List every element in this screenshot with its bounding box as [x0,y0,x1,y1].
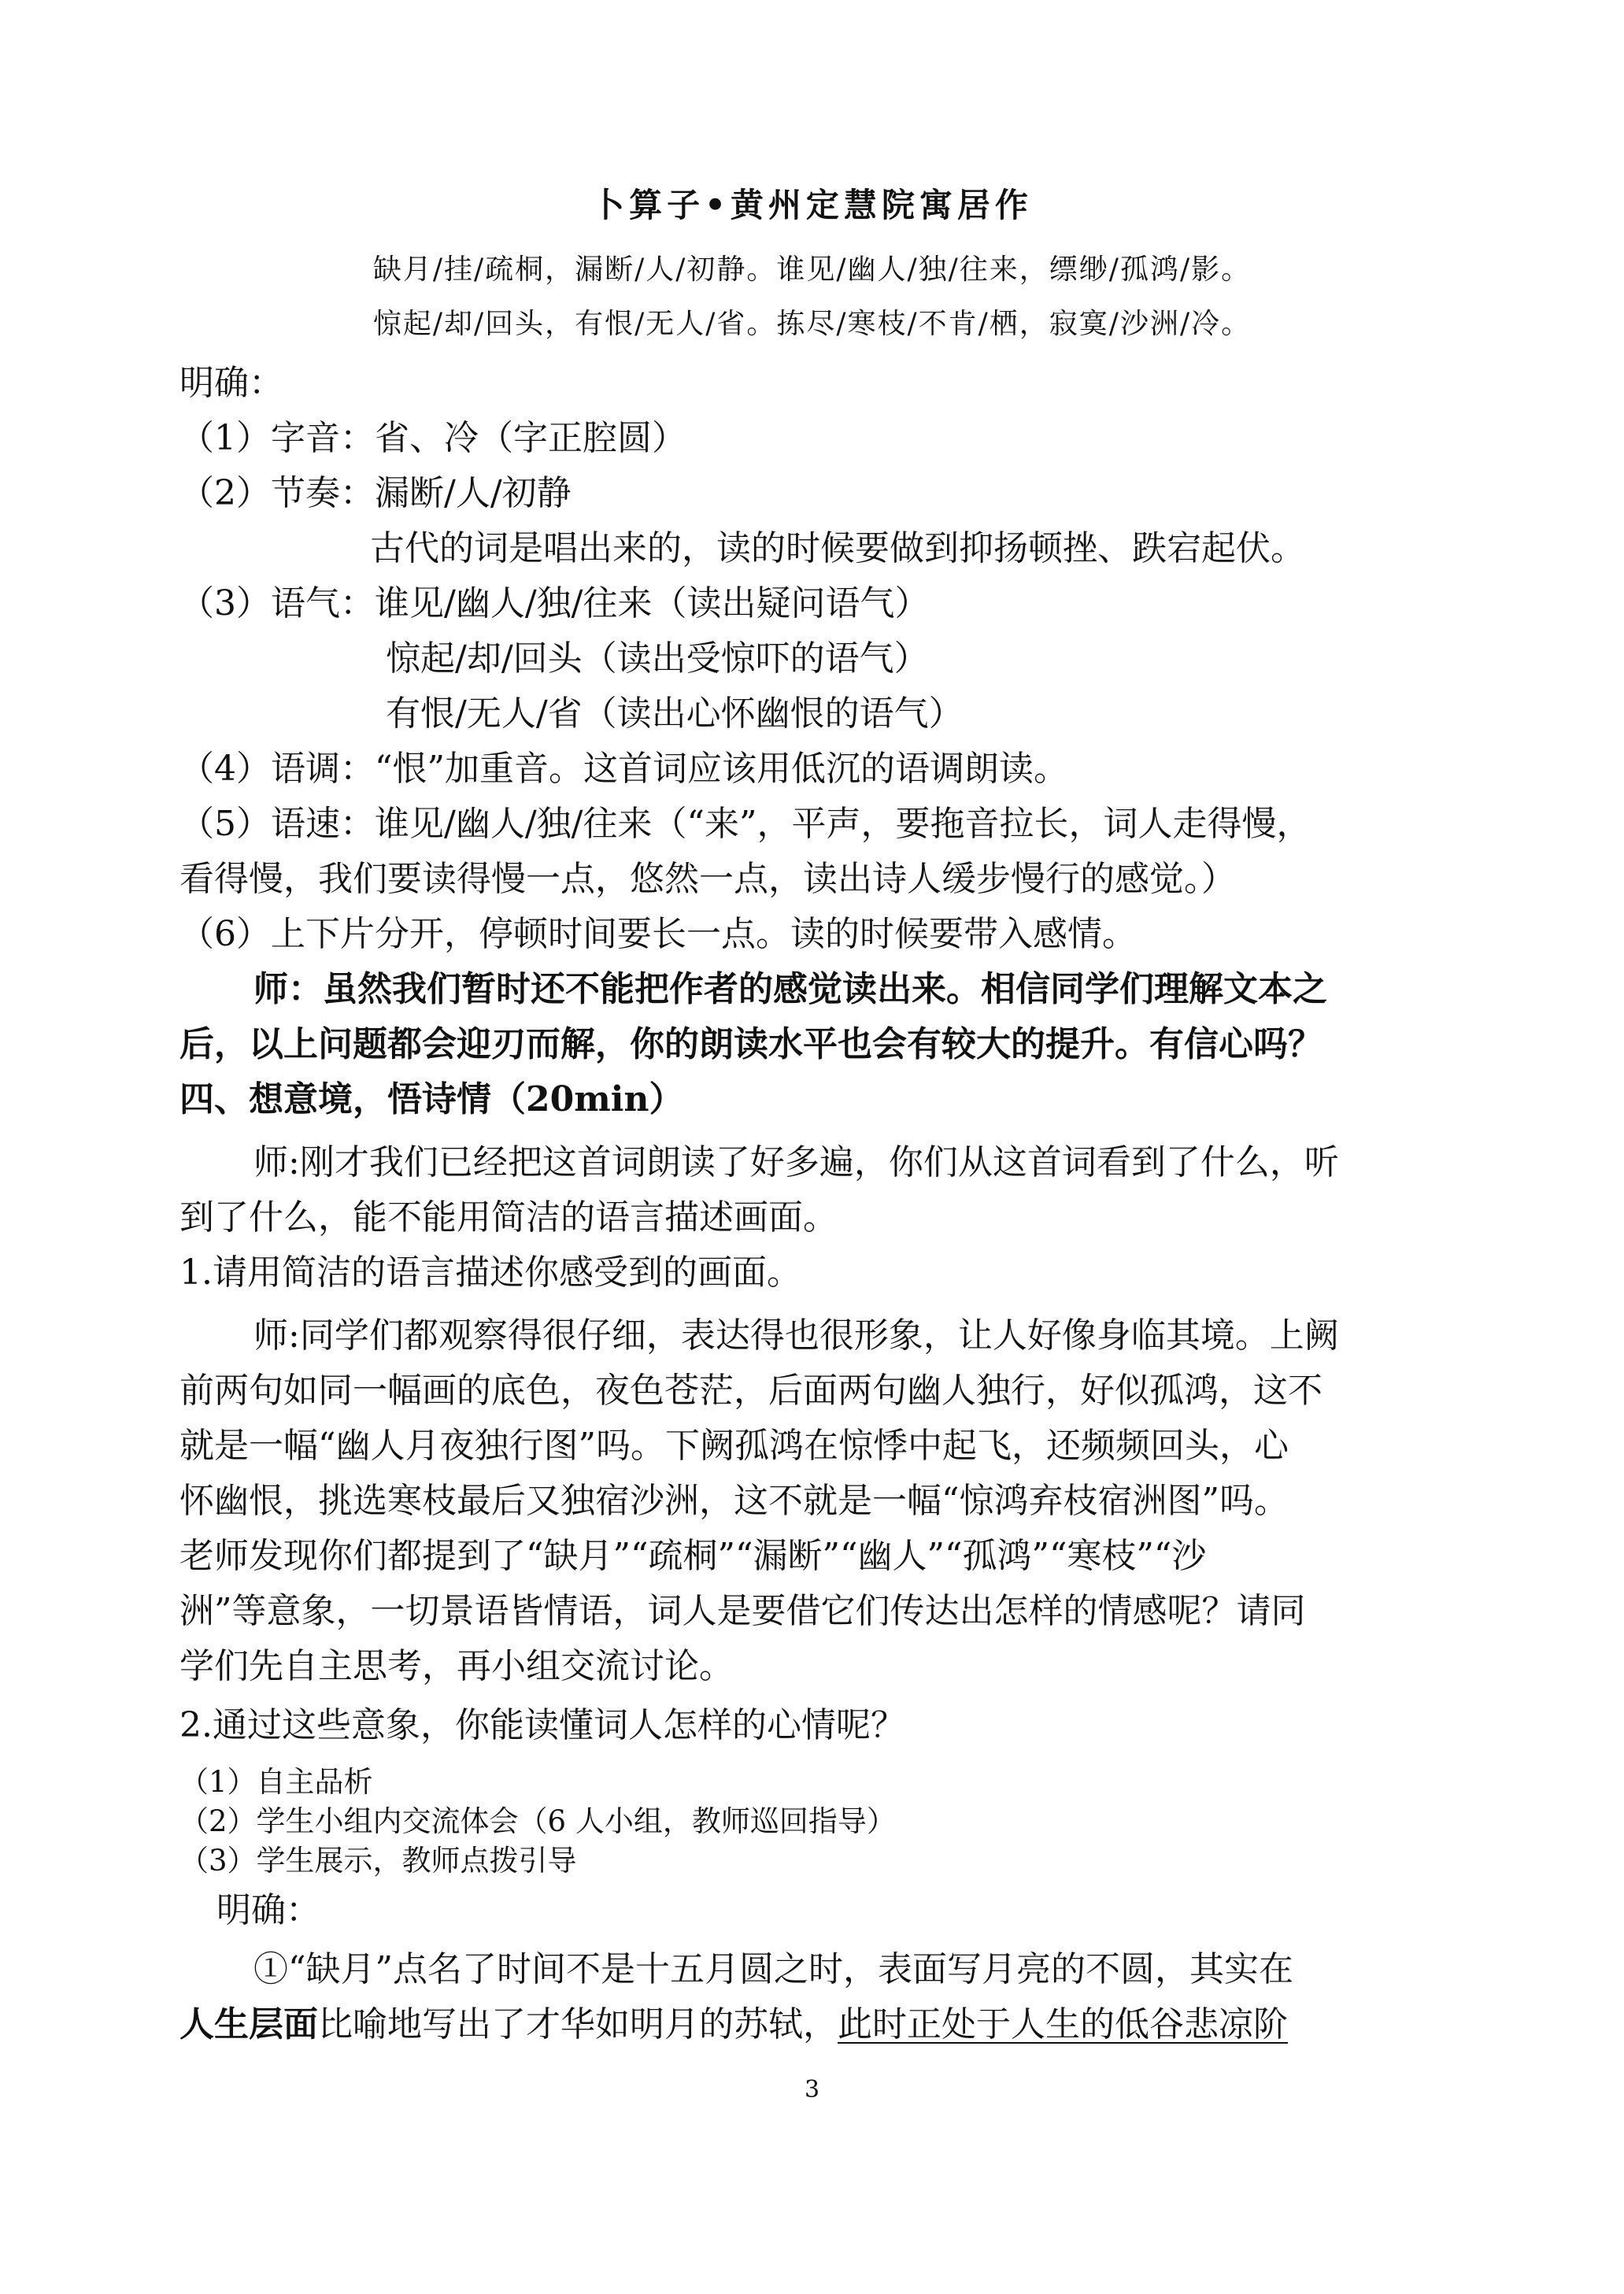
teacher-summary: 师:同学们都观察得很仔细，表达得也很形象，让人好像身临其境。上阙 [253,1315,1339,1356]
pronunciation-item: （1）字音：省、冷（字正腔圆） [179,418,686,458]
teacher-summary-6: 洲”等意象，一切景语皆情语，词人是要借它们传达出怎样的情感呢？请同 [179,1591,1306,1631]
poem-line-1: 缺月/挂/疏桐，漏断/人/初静。谁见/幽人/独/往来，缥缈/孤鸿/影。 [372,253,1252,286]
analysis-1: ①“缺月”点名了时间不是十五月圆之时，表面写月亮的不圆，其实在 [253,1949,1293,1989]
emphasis-life-level: 人生层面 [179,2004,318,2044]
teacher-summary-7: 学们先自主思考，再小组交流讨论。 [179,1646,734,1686]
pause-item: （6）上下片分开，停顿时间要长一点。读的时候要带入感情。 [179,914,1137,954]
teacher-summary-4: 怀幽恨，挑选寒枝最后又独宿沙洲，这不就是一幅“惊鸿弃枝宿洲图”吗。 [179,1481,1289,1521]
tone-item: （3）语气：谁见/幽人/独/往来（读出疑问语气） [179,583,930,623]
analysis-text: 比喻地写出了才华如明月的苏轼， [318,2004,838,2044]
teacher-remark-cont: 后，以上问题都会迎刃而解，你的朗读水平也会有较大的提升。有信心吗？ [179,1024,1323,1064]
teacher-remark: 师：虽然我们暂时还不能把作者的感觉读出来。相信同学们理解文本之 [253,969,1327,1009]
analysis-1-cont [179,2004,1288,2044]
intonation-item: （4）语调：“恨”加重音。这首词应该用低沉的语调朗读。 [179,749,1068,789]
step-1: （1）自主品析 [179,1765,373,1799]
speed-item-cont: 看得慢，我们要读得慢一点，悠然一点，读出诗人缓步慢行的感觉。） [179,859,1236,899]
step-3: （3）学生展示，教师点拨引导 [179,1844,577,1878]
poem-title: 卜算子•黄州定慧院寓居作 [591,186,1033,224]
page-number: 3 [804,2076,820,2103]
tone-line-3: 有恨/无人/省（读出心怀幽恨的语气） [386,694,964,734]
step-2: （2）学生小组内交流体会（6 人小组，教师巡回指导） [179,1804,896,1838]
tone-line-2: 惊起/却/回头（读出受惊吓的语气） [386,638,929,679]
underlined-phrase: 此时正处于人生的低谷悲凉阶 [838,2004,1288,2044]
section-heading: 四、想意境，悟诗情（20min） [179,1079,684,1119]
clarify-heading: 明确： [179,363,283,403]
teacher-summary-2: 前两句如同一幅画的底色，夜色苍茫，后面两句幽人独行，好似孤鸿，这不 [179,1371,1323,1411]
speed-item: （5）语速：谁见/幽人/独/往来（“来”，平声，要拖音拉长，词人走得慢， [179,804,1311,844]
teacher-prompt: 师:刚才我们已经把这首词朗读了好多遍，你们从这首词看到了什么，听 [253,1142,1339,1182]
rhythm-note: 古代的词是唱出来的，读的时候要做到抑扬顿挫、跌宕起伏。 [370,528,1305,568]
task-2: 2.通过这些意象，你能读懂词人怎样的心情呢？ [179,1705,905,1745]
teacher-summary-3: 就是一幅“幽人月夜独行图”吗。下阙孤鸿在惊悸中起飞，还频频回头，心 [179,1426,1289,1466]
rhythm-item: （2）节奏：漏断/人/初静 [179,473,572,513]
task-1: 1.请用简洁的语言描述你感受到的画面。 [179,1252,801,1293]
teacher-summary-5: 老师发现你们都提到了“缺月”“疏桐”“漏断”“幽人”“孤鸿”“寒枝”“沙 [179,1536,1207,1576]
teacher-prompt-cont: 到了什么，能不能用简洁的语言描述画面。 [179,1197,838,1238]
poem-line-2: 惊起/却/回头，有恨/无人/省。拣尽/寒枝/不肯/栖，寂寞/沙洲/冷。 [372,308,1252,340]
clarify-heading-2: 明确： [216,1890,320,1930]
